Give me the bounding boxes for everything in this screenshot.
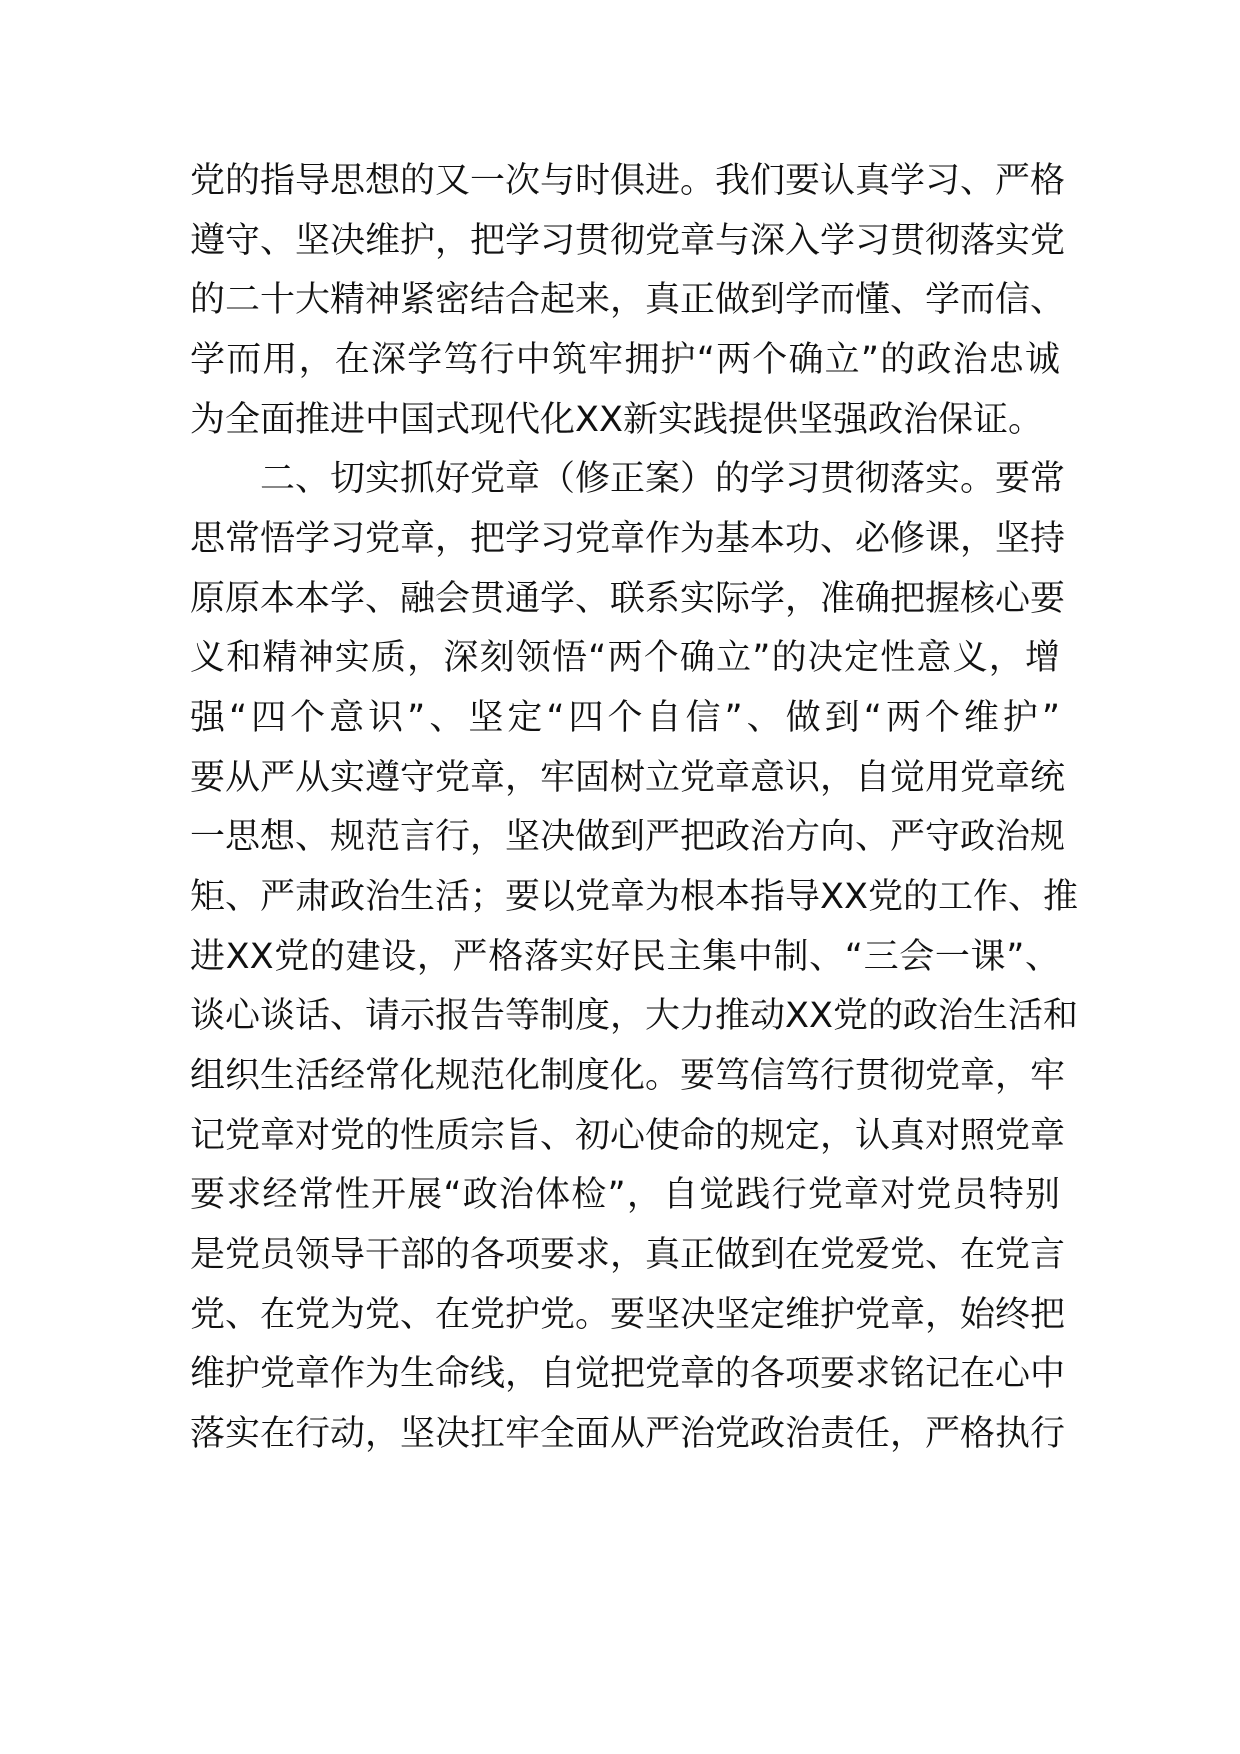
text-line: 要从严从实遵守党章，牢固树立党章意识，自觉用党章统 xyxy=(190,758,1066,798)
text-line: 思常悟学习党章，把学习党章作为基本功、必修课，坚持 xyxy=(190,519,1066,559)
text-line: 学而用，在深学笃行中筑牢拥护“两个确立”的政治忠诚 xyxy=(190,340,1060,380)
text-line: 义和精神实质，深刻领悟“两个确立”的决定性意义，增 xyxy=(190,638,1060,678)
text-line: 维护党章作为生命线，自觉把党章的各项要求铭记在心中 xyxy=(190,1354,1066,1394)
text-line: 要求经常性开展“政治体检”，自觉践行党章对党员特别 xyxy=(190,1175,1060,1215)
text-line: 组织生活经常化规范化制度化。要笃信笃行贯彻党章，牢 xyxy=(190,1056,1066,1096)
text-line: 落实在行动，坚决扛牢全面从严治党政治责任，严格执行 xyxy=(190,1414,1066,1454)
text-line: 为全面推进中国式现代化XX新实践提供坚强政治保证。 xyxy=(190,400,1043,440)
text-line: 记党章对党的性质宗旨、初心使命的规定，认真对照党章 xyxy=(190,1116,1066,1156)
section-heading-line: 二、切实抓好党章（修正案）的学习贯彻落实。要常 xyxy=(260,459,1066,499)
text-line: 的二十大精神紧密结合起来，真正做到学而懂、学而信、 xyxy=(190,280,1066,320)
text-line: 矩、严肃政治生活；要以党章为根本指导XX党的工作、推 xyxy=(190,877,1078,917)
text-line: 谈心谈话、请示报告等制度，大力推动XX党的政治生活和 xyxy=(190,996,1078,1036)
text-line: 是党员领导干部的各项要求，真正做到在党爱党、在党言 xyxy=(190,1235,1066,1275)
text-line: 党、在党为党、在党护党。要坚决坚定维护党章，始终把 xyxy=(190,1295,1066,1335)
text-line: 强“四个意识”、坚定“四个自信”、做到“两个维护” xyxy=(190,698,1060,738)
text-line: 遵守、坚决维护，把学习贯彻党章与深入学习贯彻落实党 xyxy=(190,221,1066,261)
text-line: 进XX党的建设，严格落实好民主集中制、“三会一课”、 xyxy=(190,937,1060,977)
text-line: 原原本本学、融会贯通学、联系实际学，准确把握核心要 xyxy=(190,579,1066,619)
text-line: 一思想、规范言行，坚决做到严把政治方向、严守政治规 xyxy=(190,817,1066,857)
text-line: 党的指导思想的又一次与时俱进。我们要认真学习、严格 xyxy=(190,161,1066,201)
